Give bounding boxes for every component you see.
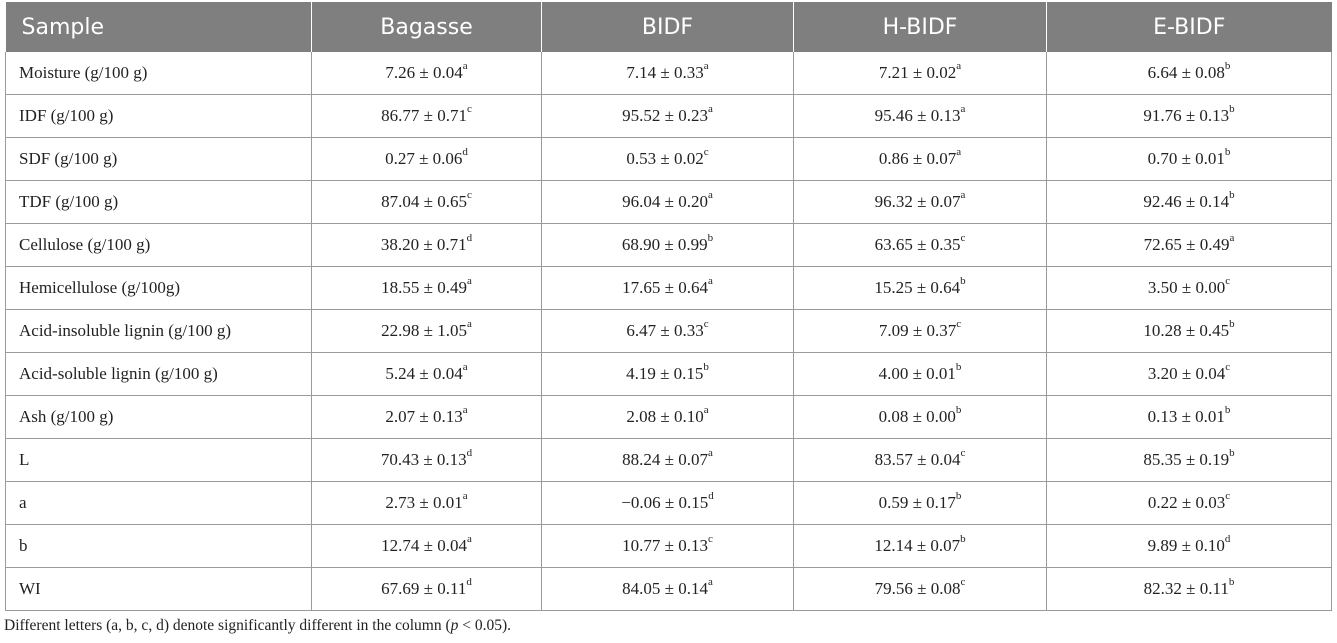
significance-letter: b: [707, 232, 714, 245]
significance-letter: a: [466, 533, 472, 546]
table-row: [6, 439, 1332, 482]
significance-letter: a: [960, 189, 966, 202]
cell-value: 91.76 ± 0.13: [1143, 106, 1230, 125]
table-cell: [542, 267, 794, 310]
cell-value: 70.43 ± 0.13: [380, 450, 467, 469]
significance-letter: a: [466, 275, 472, 288]
significance-letter: a: [707, 576, 713, 589]
table-cell: [542, 568, 794, 611]
cell-value: 7.09 ± 0.37: [878, 321, 957, 340]
cell-value: 0.70 ± 0.01: [1147, 149, 1225, 168]
cell-value: −0.06 ± 0.15: [621, 493, 709, 512]
cell-value: 0.08 ± 0.00: [878, 407, 956, 426]
cell-value: 96.32 ± 0.07: [874, 192, 961, 211]
table-cell: [542, 525, 794, 568]
significance-letter: a: [707, 103, 713, 116]
table-cell: [794, 353, 1047, 396]
significance-letter: b: [1229, 318, 1235, 331]
table-cell: [542, 439, 794, 482]
table-cell: [1047, 138, 1332, 181]
cell-value: 6.64 ± 0.08: [1147, 63, 1225, 82]
significance-letter: a: [462, 490, 468, 503]
cell-value: 12.74 ± 0.04: [381, 536, 467, 555]
cell-value: 95.46 ± 0.13: [874, 106, 961, 125]
table-cell: [1047, 95, 1332, 138]
cell-value: 83.57 ± 0.04: [874, 450, 961, 469]
cell-value: 86.77 ± 0.71: [381, 106, 467, 125]
table-row: [6, 267, 1332, 310]
significance-letter: b: [1229, 103, 1235, 116]
cell-value: 82.32 ± 0.11: [1143, 579, 1229, 598]
table-cell: [794, 568, 1047, 611]
table-cell: [312, 267, 542, 310]
table-cell: [542, 353, 794, 396]
cell-value: 15.25 ± 0.64: [874, 278, 961, 297]
significance-letter: c: [1225, 275, 1231, 288]
significance-letter: d: [1224, 533, 1231, 546]
significance-letter: b: [955, 361, 962, 374]
significance-letter: c: [703, 146, 709, 159]
table-cell: [1047, 439, 1332, 482]
significance-letter: b: [960, 275, 966, 288]
cell-value: 0.13 ± 0.01: [1147, 407, 1225, 426]
header-bagasse: Bagasse: [312, 2, 542, 52]
cell-value: 96.04 ± 0.20: [622, 192, 708, 211]
significance-letter: a: [956, 60, 962, 73]
table-cell: [312, 52, 542, 95]
table-cell: [542, 224, 794, 267]
table-body: [6, 52, 1332, 611]
header-sample: Sample: [6, 2, 312, 52]
significance-letter: d: [708, 490, 714, 503]
header-e-bidf: E-BIDF: [1047, 2, 1332, 52]
significance-letter: b: [703, 361, 709, 374]
cell-value: 12.14 ± 0.07: [874, 536, 961, 555]
table-cell: [542, 181, 794, 224]
cell-value: 72.65 ± 0.49: [1143, 235, 1230, 254]
significance-letter: b: [1224, 404, 1231, 417]
significance-letter: a: [703, 60, 709, 73]
header-bidf: BIDF: [542, 2, 794, 52]
table-header-row: [6, 2, 1332, 52]
cell-value: 0.27 ± 0.06: [385, 149, 463, 168]
significance-letter: d: [462, 146, 468, 159]
table-cell: [312, 525, 542, 568]
significance-letter: a: [462, 361, 468, 374]
table-cell: [312, 138, 542, 181]
cell-value: 3.50 ± 0.00: [1147, 278, 1226, 297]
table-cell: [794, 439, 1047, 482]
cell-value: 3.20 ± 0.04: [1147, 364, 1226, 383]
significance-letter: b: [1224, 60, 1231, 73]
cell-value: 2.08 ± 0.10: [626, 407, 704, 426]
cell-value: 10.28 ± 0.45: [1143, 321, 1230, 340]
table-cell: [312, 439, 542, 482]
significance-letter: c: [466, 103, 472, 116]
table-cell: [794, 482, 1047, 525]
table-row: [6, 95, 1332, 138]
table-cell: [794, 224, 1047, 267]
table-cell: [1047, 525, 1332, 568]
cell-value: 4.00 ± 0.01: [878, 364, 956, 383]
row-label: Ash (g/100 g): [6, 396, 312, 439]
table-cell: [794, 138, 1047, 181]
table-cell: [794, 525, 1047, 568]
table-row: [6, 138, 1332, 181]
significance-letter: a: [462, 60, 468, 73]
cell-value: 67.69 ± 0.11: [381, 579, 467, 598]
cell-value: 10.77 ± 0.13: [622, 536, 708, 555]
table-cell: [312, 396, 542, 439]
table-cell: [1047, 52, 1332, 95]
table-cell: [1047, 181, 1332, 224]
significance-letter: b: [955, 490, 962, 503]
significance-letter: c: [960, 447, 966, 460]
significance-letter: c: [707, 533, 713, 546]
table-cell: [312, 310, 542, 353]
cell-value: 0.86 ± 0.07: [878, 149, 957, 168]
row-label: L: [6, 439, 312, 482]
table-cell: [1047, 267, 1332, 310]
cell-value: 92.46 ± 0.14: [1143, 192, 1230, 211]
cell-value: 2.73 ± 0.01: [385, 493, 463, 512]
row-label: TDF (g/100 g): [6, 181, 312, 224]
header-h-bidf: H-BIDF: [794, 2, 1047, 52]
table-cell: [542, 482, 794, 525]
table-cell: [794, 310, 1047, 353]
cell-value: 18.55 ± 0.49: [381, 278, 467, 297]
table-cell: [794, 95, 1047, 138]
table-cell: [542, 95, 794, 138]
significance-letter: c: [1225, 490, 1231, 503]
significance-letter: d: [466, 576, 472, 589]
row-label: Hemicellulose (g/100g): [6, 267, 312, 310]
table-cell: [794, 52, 1047, 95]
table-row: [6, 181, 1332, 224]
significance-letter: a: [707, 189, 713, 202]
significance-letter: c: [956, 318, 962, 331]
cell-value: 88.24 ± 0.07: [622, 450, 708, 469]
table-cell: [794, 267, 1047, 310]
row-label: a: [6, 482, 312, 525]
table-cell: [312, 181, 542, 224]
table-cell: [542, 396, 794, 439]
significance-letter: a: [462, 404, 468, 417]
table-cell: [312, 95, 542, 138]
significance-letter: b: [1224, 146, 1231, 159]
cell-value: 87.04 ± 0.65: [381, 192, 467, 211]
table-row: [6, 224, 1332, 267]
significance-letter: c: [1225, 361, 1231, 374]
table-cell: [794, 396, 1047, 439]
table-cell: [312, 353, 542, 396]
table-row: [6, 396, 1332, 439]
table-cell: [312, 568, 542, 611]
row-label: Acid-soluble lignin (g/100 g): [6, 353, 312, 396]
cell-value: 85.35 ± 0.19: [1143, 450, 1230, 469]
cell-value: 4.19 ± 0.15: [626, 364, 704, 383]
table-cell: [1047, 568, 1332, 611]
cell-value: 95.52 ± 0.23: [622, 106, 708, 125]
cell-value: 79.56 ± 0.08: [874, 579, 961, 598]
significance-letter: a: [707, 275, 713, 288]
table-cell: [1047, 310, 1332, 353]
significance-letter: b: [1229, 189, 1235, 202]
table-cell: [542, 138, 794, 181]
cell-value: 0.59 ± 0.17: [878, 493, 956, 512]
cell-value: 6.47 ± 0.33: [626, 321, 704, 340]
data-table: [5, 2, 1332, 611]
significance-letter: a: [1229, 232, 1235, 245]
table-footnote: Different letters (a, b, c, d) denote significantly different in the column (p < 0.05).: [4, 617, 512, 634]
significance-letter: c: [703, 318, 709, 331]
table-cell: [1047, 224, 1332, 267]
table-cell: [1047, 353, 1332, 396]
table-cell: [542, 52, 794, 95]
data-table-container: [5, 2, 1331, 611]
significance-letter: b: [1228, 576, 1235, 589]
significance-letter: d: [466, 447, 473, 460]
table-row: [6, 310, 1332, 353]
significance-letter: a: [703, 404, 709, 417]
cell-value: 7.14 ± 0.33: [626, 63, 704, 82]
significance-letter: b: [960, 533, 966, 546]
significance-letter: a: [466, 318, 472, 331]
significance-letter: c: [466, 189, 472, 202]
table-row: [6, 568, 1332, 611]
cell-value: 0.22 ± 0.03: [1147, 493, 1226, 512]
table-cell: [1047, 482, 1332, 525]
cell-value: 5.24 ± 0.04: [385, 364, 463, 383]
cell-value: 9.89 ± 0.10: [1147, 536, 1225, 555]
significance-letter: a: [960, 103, 966, 116]
table-cell: [1047, 396, 1332, 439]
significance-letter: b: [955, 404, 962, 417]
significance-letter: c: [960, 576, 966, 589]
row-label: b: [6, 525, 312, 568]
table-cell: [312, 224, 542, 267]
significance-letter: b: [1229, 447, 1235, 460]
cell-value: 22.98 ± 1.05: [381, 321, 467, 340]
table-cell: [312, 482, 542, 525]
cell-value: 84.05 ± 0.14: [622, 579, 708, 598]
table-row: [6, 52, 1332, 95]
cell-value: 7.26 ± 0.04: [385, 63, 463, 82]
table-cell: [542, 310, 794, 353]
table-row: [6, 525, 1332, 568]
cell-value: 7.21 ± 0.02: [878, 63, 957, 82]
row-label: Moisture (g/100 g): [6, 52, 312, 95]
table-cell: [794, 181, 1047, 224]
cell-value: 38.20 ± 0.71: [380, 235, 467, 254]
significance-letter: c: [960, 232, 966, 245]
row-label: IDF (g/100 g): [6, 95, 312, 138]
cell-value: 68.90 ± 0.99: [621, 235, 708, 254]
significance-letter: a: [956, 146, 962, 159]
significance-letter: a: [707, 447, 713, 460]
row-label: Acid-insoluble lignin (g/100 g): [6, 310, 312, 353]
row-label: WI: [6, 568, 312, 611]
cell-value: 0.53 ± 0.02: [626, 149, 704, 168]
row-label: Cellulose (g/100 g): [6, 224, 312, 267]
table-row: [6, 353, 1332, 396]
significance-letter: d: [466, 232, 473, 245]
cell-value: 17.65 ± 0.64: [622, 278, 708, 297]
cell-value: 63.65 ± 0.35: [874, 235, 961, 254]
row-label: SDF (g/100 g): [6, 138, 312, 181]
cell-value: 2.07 ± 0.13: [385, 407, 463, 426]
table-row: [6, 482, 1332, 525]
